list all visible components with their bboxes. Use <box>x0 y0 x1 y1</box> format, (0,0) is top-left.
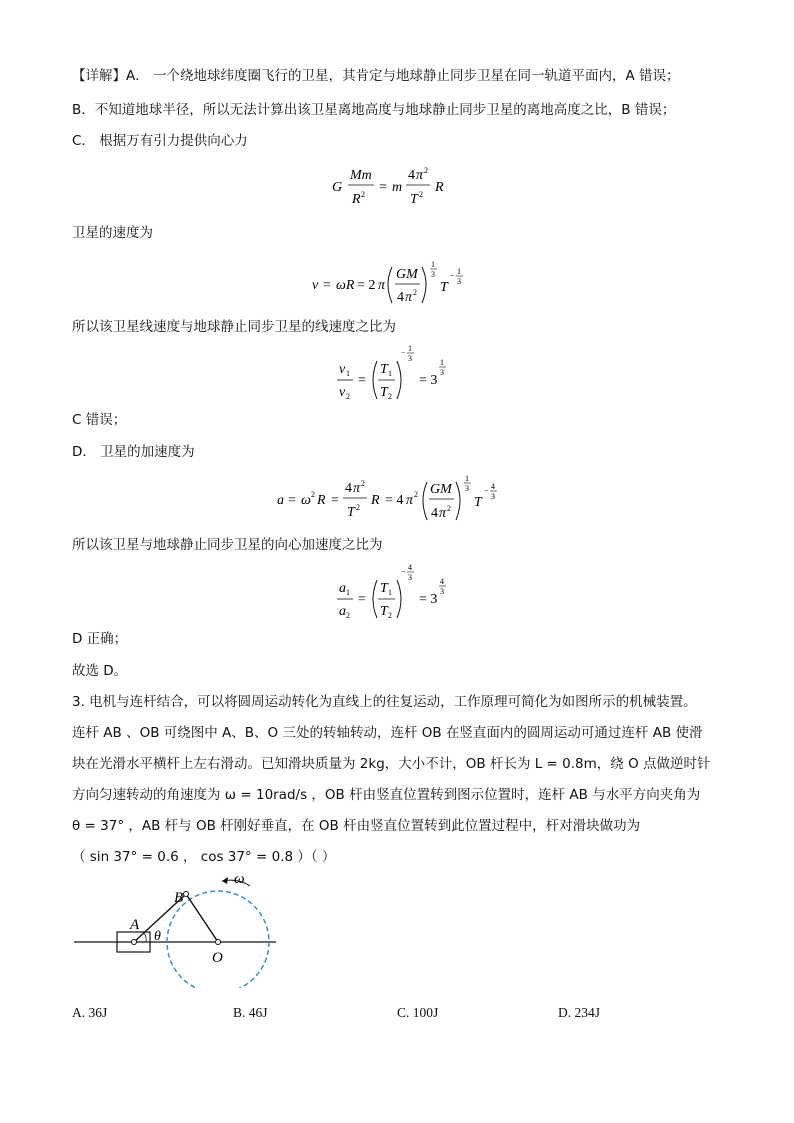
formula-accel-ratio-svg <box>337 562 457 620</box>
svg-text:ωR: ωR <box>336 278 355 293</box>
svg-text:−: − <box>401 567 406 576</box>
omega-arrowhead <box>222 877 228 884</box>
svg-text:1: 1 <box>408 344 412 353</box>
svg-text:v: v <box>312 278 319 293</box>
choice-d[interactable]: D. 234J <box>558 1005 601 1020</box>
svg-text:GM: GM <box>430 482 452 497</box>
svg-text:1: 1 <box>465 474 469 483</box>
theta-arc <box>144 933 146 942</box>
solution-c-wrong: C 错误； <box>72 412 127 428</box>
svg-text:ω: ω <box>301 493 311 508</box>
solution-d-correct: D 正确； <box>72 631 128 647</box>
svg-text:1: 1 <box>346 588 350 597</box>
svg-text:2: 2 <box>346 392 350 401</box>
question-3-line-2: 连杆 AB 、OB 可绕图中 A、B、O 三处的转轴转动，连杆 OB 在竖直面内的圆周运动可通过连杆 AB 使滑 <box>72 725 703 741</box>
svg-text:2: 2 <box>361 479 365 488</box>
solution-accel-ratio-label: 所以该卫星与地球静止同步卫星的向心加速度之比为 <box>72 537 383 553</box>
svg-text:3: 3 <box>457 277 461 286</box>
label-b: B <box>174 890 184 906</box>
svg-text:1: 1 <box>431 260 435 269</box>
formula-acceleration-svg <box>277 472 517 526</box>
formula-acceleration <box>0 472 794 531</box>
svg-text:R: R <box>352 192 361 207</box>
svg-text:T: T <box>380 604 388 619</box>
svg-text:2: 2 <box>388 611 392 620</box>
choice-a[interactable]: A. 36J <box>72 1005 108 1020</box>
question-3-line-4: 方向匀速转动的角速度为 ω = 10rad/s ，OB 杆由竖直位置转到图示位置时，连杆 AB 与水平方向夹角为 <box>72 787 701 803</box>
label-theta: θ <box>154 929 161 944</box>
svg-text:1: 1 <box>388 588 392 597</box>
svg-text:G: G <box>332 180 343 195</box>
svg-text:2: 2 <box>424 166 428 175</box>
svg-text:4: 4 <box>491 482 495 491</box>
svg-text:4: 4 <box>431 506 438 521</box>
svg-text:T: T <box>380 362 388 377</box>
formula-velocity-svg <box>312 259 482 309</box>
svg-text:3: 3 <box>465 484 469 493</box>
svg-text:−: − <box>484 486 489 495</box>
question-3-line-6: （ sin 37° = 0.6 ， cos 37° = 0.8 ）（ ） <box>72 849 336 865</box>
pivot-o <box>216 940 221 945</box>
svg-text:= 4: = 4 <box>385 493 404 508</box>
label-o: O <box>212 950 223 966</box>
svg-text:−: − <box>401 348 406 357</box>
solution-line-a: 【详解】A． 一个绕地球纬度圈飞行的卫星，其肯定与地球静止同步卫星在同一轨道平面内，A 错误； <box>72 68 680 84</box>
svg-text:2: 2 <box>388 392 392 401</box>
svg-text:3: 3 <box>440 368 444 377</box>
svg-text:π: π <box>439 506 447 521</box>
svg-text:=: = <box>331 493 339 508</box>
svg-text:a: a <box>339 604 346 619</box>
svg-text:= 3: = 3 <box>419 592 438 607</box>
formula-velocity <box>0 259 794 314</box>
svg-text:π: π <box>416 168 424 183</box>
svg-text:3: 3 <box>491 492 495 501</box>
solution-line-d: D． 卫星的加速度为 <box>72 444 195 460</box>
svg-text:=: = <box>323 278 331 293</box>
label-omega: ω <box>234 871 245 887</box>
formula-velocity-ratio <box>0 343 794 406</box>
formula-accel-ratio <box>0 562 794 625</box>
svg-text:4: 4 <box>408 563 412 572</box>
svg-text:4: 4 <box>397 290 404 305</box>
solution-velocity-ratio-label: 所以该卫星线速度与地球静止同步卫星的线速度之比为 <box>72 319 396 335</box>
question-3-line-1: 3. 电机与连杆结合，可以将圆周运动转化为直线上的往复运动，工作原理可简化为如图所示的机械装置。 <box>72 694 697 710</box>
choice-b[interactable]: B. 46J <box>233 1005 268 1020</box>
svg-text:2: 2 <box>346 611 350 620</box>
solution-line-c: C． 根据万有引力提供向心力 <box>72 133 248 149</box>
mechanism-diagram <box>70 866 285 988</box>
question-3-line-5: θ = 37° ，AB 杆与 OB 杆刚好垂直，在 OB 杆由竖直位置转到此位置过程中，杆对滑块做功为 <box>72 818 641 834</box>
svg-text:v: v <box>339 362 346 377</box>
svg-text:3: 3 <box>408 573 412 582</box>
formula-gravity <box>0 163 794 214</box>
svg-text:R: R <box>371 493 380 508</box>
svg-text:a: a <box>339 581 346 596</box>
svg-text:π: π <box>406 493 414 508</box>
rod-ob <box>186 894 218 942</box>
svg-text:1: 1 <box>388 369 392 378</box>
svg-text:=: = <box>358 592 366 607</box>
pivot-b <box>184 892 189 897</box>
choice-c[interactable]: C. 100J <box>397 1005 439 1020</box>
formula-velocity-ratio-svg <box>337 343 457 401</box>
svg-text:T: T <box>410 192 418 207</box>
svg-text:−: − <box>450 271 455 280</box>
svg-text:1: 1 <box>346 369 350 378</box>
svg-text:π: π <box>405 290 413 305</box>
svg-text:4: 4 <box>440 577 444 586</box>
pivot-a <box>132 940 137 945</box>
svg-text:2: 2 <box>447 504 451 513</box>
svg-text:3: 3 <box>431 270 435 279</box>
svg-text:T: T <box>380 581 388 596</box>
formula-gravity-svg <box>332 163 462 209</box>
svg-text:m: m <box>392 180 403 195</box>
svg-text:Mm: Mm <box>350 168 372 183</box>
svg-text:2: 2 <box>356 503 360 512</box>
svg-text:a: a <box>277 493 284 508</box>
svg-text:T: T <box>347 505 355 520</box>
svg-text:T: T <box>474 495 482 510</box>
svg-text:GM: GM <box>396 267 418 282</box>
svg-text:T: T <box>440 280 448 295</box>
svg-text:=: = <box>358 373 366 388</box>
svg-text:= 2: = 2 <box>357 278 376 293</box>
solution-velocity-label: 卫星的速度为 <box>72 225 153 241</box>
svg-text:π: π <box>353 481 361 496</box>
solution-line-b: B．不知道地球半径，所以无法计算出该卫星离地高度与地球静止同步卫星的离地高度之比，B 错误； <box>72 102 676 118</box>
svg-text:3: 3 <box>440 587 444 596</box>
svg-text:π: π <box>378 278 386 293</box>
svg-text:R: R <box>317 493 326 508</box>
svg-text:2: 2 <box>311 490 315 499</box>
svg-text:= 3: = 3 <box>419 373 438 388</box>
svg-text:3: 3 <box>408 354 412 363</box>
svg-text:2: 2 <box>361 190 365 199</box>
label-a: A <box>130 917 140 933</box>
svg-text:2: 2 <box>419 190 423 199</box>
solution-answer: 故选 D。 <box>72 663 128 679</box>
svg-text:2: 2 <box>413 288 417 297</box>
question-3-line-3: 块在光滑水平横杆上左右滑动。已知滑块质量为 2kg，大小不计，OB 杆长为 L = 0.8m，绕 O 点做逆时针 <box>72 756 711 772</box>
svg-text:R: R <box>435 180 444 195</box>
svg-text:1: 1 <box>440 358 444 367</box>
svg-text:=: = <box>288 493 296 508</box>
svg-text:4: 4 <box>408 168 415 183</box>
svg-text:T: T <box>380 385 388 400</box>
svg-text:v: v <box>339 385 346 400</box>
svg-text:2: 2 <box>414 490 418 499</box>
svg-text:=: = <box>379 180 387 195</box>
svg-text:1: 1 <box>457 267 461 276</box>
svg-text:4: 4 <box>345 481 352 496</box>
